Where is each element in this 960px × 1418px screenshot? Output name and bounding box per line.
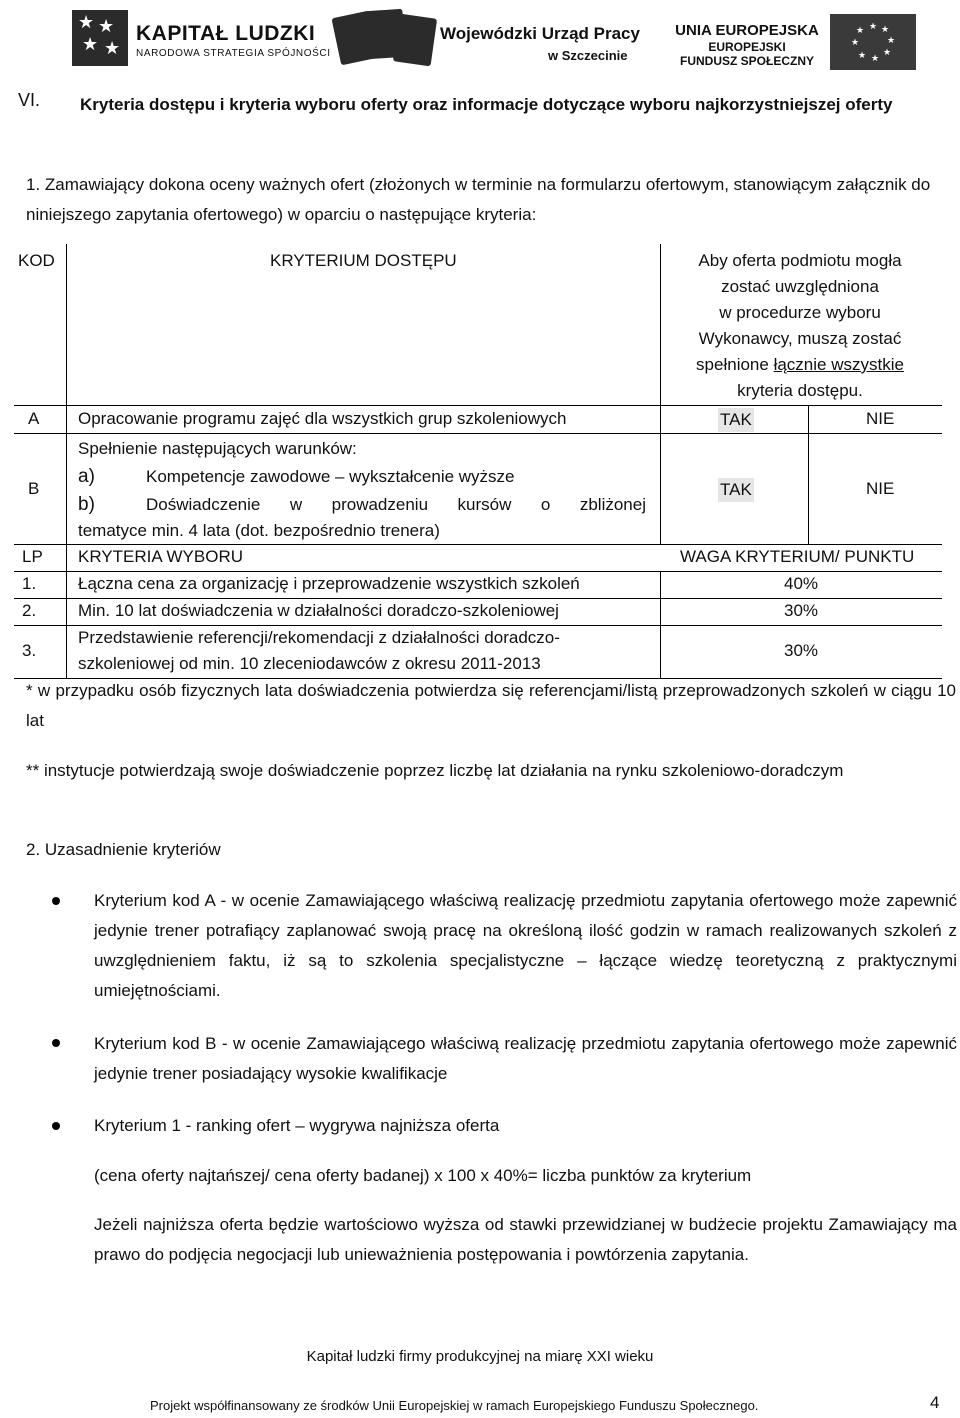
note-individuals: * w przypadku osób fizycznych lata doświadczenia potwierdza się referencjami/listą przeprowadzonych szkoleń w ciągu 10 lat [26, 681, 956, 730]
kapital-ludzki-emblem: ★ ★ ★ ★ [72, 10, 128, 66]
justification-kod-b: Kryterium kod B - w ocenie Zamawiającego właściwą realizację przedmiotu zapytania ofertowego może zapewnić jedynie trener posiadający wysokie kwalifikacje [94, 1034, 957, 1083]
kod-header: KOD [18, 251, 55, 270]
row-b-no: NIE [866, 479, 895, 498]
justification-closing: Jeżeli najniższa oferta będzie wartościowo wyższa od stawki przewidzianej w budżecie projektu Zamawiający ma prawo do podjęcia negocjacji lub unieważnienia postępowania i powtórzenia zapytania. [94, 1215, 957, 1264]
row-b-yes: TAK [718, 478, 754, 502]
justification-kod-a: Kryterium kod A - w ocenie Zamawiającego właściwą realizację przedmiotu zapytania ofertowego może zapewnić jedynie trener potrafiący zaplanować swoją pracę na określoną ilość godzin w ramach realizowanych szkoleń z uwzględnieniem faktu, iż są to szkolenia specjalistyczne – łączące wiedzę teoretyczną z praktycznymi umiejętnościami. [94, 891, 957, 1000]
eu-line-1: UNIA EUROPEJSKA [675, 22, 819, 39]
note-institutions: ** instytucje potwierdzają swoje doświadczenie poprzez liczbę lat działania na rynku szkoleniowo-doradczym [26, 761, 844, 780]
criterion-3-text: Przedstawienie referencji/rekomendacji z działalności doradczo- [78, 628, 560, 647]
row-b-a-mark: a) [78, 466, 95, 487]
eu-line-3: FUNDUSZ SPOŁECZNY [679, 54, 814, 68]
row-b-b-text-2: tematyce min. 4 lata (dot. bezpośrednio trenera) [78, 521, 440, 540]
access-note-line-3: w procedurze wyboru [719, 303, 881, 322]
row-a-no: NIE [866, 409, 895, 428]
criterion-3-weight: 30% [784, 641, 819, 660]
access-note-line-5 [664, 352, 936, 378]
row-b-b-mark: b) [78, 494, 95, 515]
criterion-3-text-2: szkoleniowej od min. 10 zleceniodawców z okresu 2011-2013 [78, 654, 541, 673]
weight-header: WAGA KRYTERIUM/ PUNKTU [680, 547, 915, 566]
bullet-icon [52, 1122, 60, 1130]
kapital-ludzki-subtitle: NARODOWA STRATEGIA SPÓJNOŚCI [136, 48, 331, 59]
page-number: 4 [930, 1393, 940, 1412]
wup-name: Wojewódzki Urząd Pracy [440, 24, 640, 43]
criterion-3-lp: 3. [22, 641, 37, 660]
row-a-text: Opracowanie programu zajęć dla wszystkich grup szkoleniowych [78, 409, 567, 428]
criterion-2-weight: 30% [784, 601, 819, 620]
criterion-1-lp: 1. [22, 574, 37, 593]
row-a-yes: TAK [718, 408, 754, 432]
row-b-code: B [28, 479, 40, 498]
eu-flag-icon: ★ ★ ★ ★ ★ ★ ★ ★ [830, 14, 916, 70]
table-divider [66, 544, 67, 678]
lp-header: LP [22, 547, 43, 566]
access-note-text: spełnione [696, 355, 774, 374]
row-a-code: A [28, 409, 40, 428]
access-note-underlined: łącznie wszystkie [773, 355, 904, 374]
criterion-2-lp: 2. [22, 601, 37, 620]
criteria-table [0, 0, 960, 700]
table-divider [14, 433, 942, 434]
access-note-line-2: zostać uwzględniona [721, 277, 879, 296]
table-divider [660, 244, 661, 544]
criterion-1-text: Łączna cena za organizację i przeprowadzenie wszystkich szkoleń [78, 574, 580, 593]
row-b-b-text: Doświadczenie w prowadzeniu kursów o zbliżonej [146, 495, 646, 514]
eu-line-2: EUROPEJSKI [708, 40, 786, 54]
access-note-line-4: Wykonawcy, muszą zostać [698, 329, 902, 348]
bullet-icon [52, 1039, 60, 1047]
selection-criteria-header: KRYTERIA WYBORU [78, 547, 243, 566]
access-note-line-1: Aby oferta podmiotu mogła [698, 251, 902, 270]
kapital-ludzki-title: KAPITAŁ LUDZKI [136, 22, 316, 45]
footer-slogan: Kapitał ludzki firmy produkcyjnej na miarę XXI wieku [306, 1348, 654, 1365]
access-criteria-header: KRYTERIUM DOSTĘPU [270, 251, 457, 270]
row-b-a-text: Kompetencje zawodowe – wykształcenie wyższe [146, 467, 515, 486]
justification-formula: (cena oferty najtańszej/ cena oferty badanej) x 100 x 40%= liczba punktów za kryterium [94, 1166, 752, 1185]
access-note-line-6: kryteria dostępu. [737, 381, 863, 400]
table-divider [660, 571, 661, 678]
wup-city: w Szczecinie [548, 48, 628, 63]
footer-cofinance: Projekt współfinansowany ze środków Unii Europejskiej w ramach Europejskiego Funduszu Społecznego. [150, 1398, 759, 1413]
criterion-2-text: Min. 10 lat doświadczenia w działalności doradczo-szkoleniowej [78, 601, 559, 620]
section-number: VI. [18, 90, 41, 110]
table-divider [66, 244, 67, 544]
justification-heading: 2. Uzasadnienie kryteriów [26, 840, 221, 859]
section-title: Kryteria dostępu i kryteria wyboru oferty oraz informacje dotyczące wyboru najkorzystniejszej oferty [80, 95, 893, 114]
intro-paragraph: 1. Zamawiający dokona oceny ważnych ofert (złożonych w terminie na formularzu ofertowym, stanowiącym załącznik do niniejszego zapytania ofertowego) w oparciu o następujące kryteria: [26, 175, 931, 224]
bullet-icon [52, 897, 60, 905]
table-divider [808, 406, 809, 544]
row-b-intro: Spełnienie następujących warunków: [78, 439, 357, 458]
justification-kryterium-1: Kryterium 1 - ranking ofert – wygrywa najniższa oferta [94, 1116, 500, 1135]
criterion-1-weight: 40% [784, 574, 819, 593]
